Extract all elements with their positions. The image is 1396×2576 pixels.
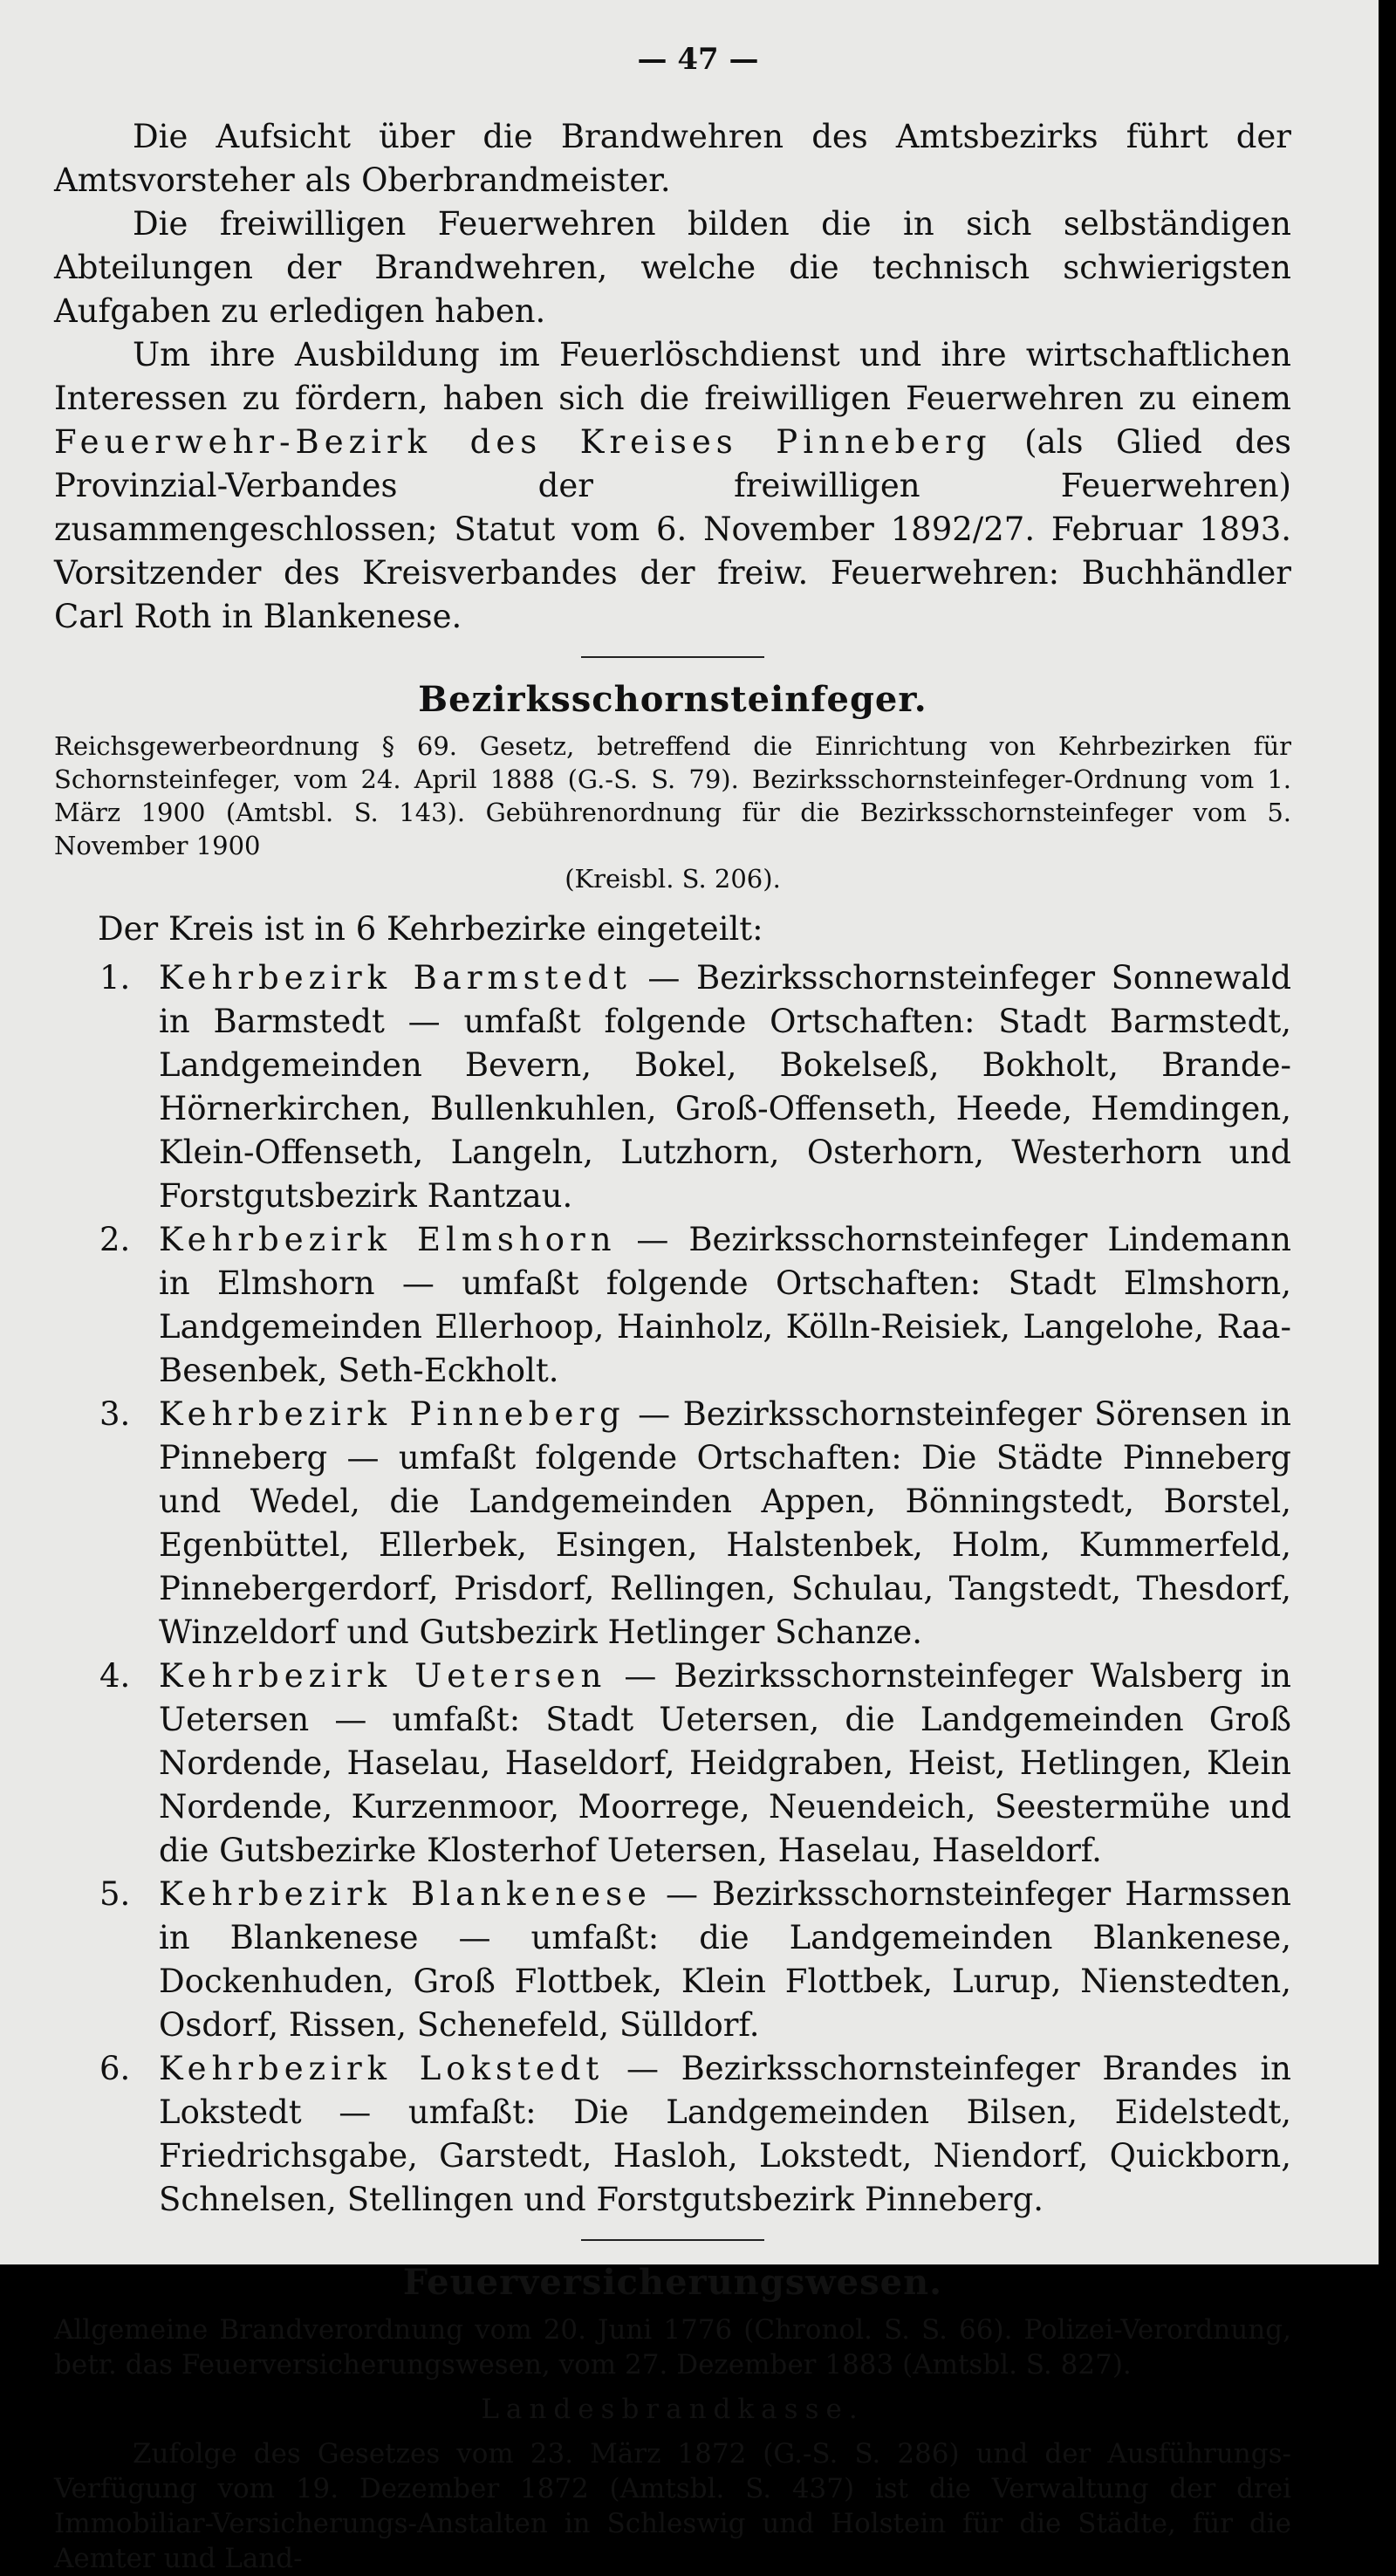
district-description: — Bezirksschornsteinfeger Walsberg in Uetersen — umfaßt: Stadt Uetersen, die Landgemeinden Groß Nordende, Haselau, Haseldorf, Heidgraben, Heist, Hetlingen, Klein Nordende, Kurzenmoor, Moorrege, Neuendeich, Seestermühe und die Gutsbezirke Klosterhof Uetersen, Haselau, Haseldorf.	[159, 1657, 1291, 1869]
section-divider	[581, 656, 764, 658]
intro-paragraph-3	[54, 333, 1291, 639]
district-name: Kehrbezirk Pinneberg	[159, 1395, 626, 1433]
district-number: 5.	[99, 1875, 131, 1913]
district-number: 2.	[99, 1221, 131, 1258]
feuerwehr-bezirk-name: Feuerwehr-Bezirk des Kreises Pinneberg	[54, 423, 992, 461]
landesbrandkasse-paragraph: Zufolge des Gesetzes vom 23. März 1872 (G.-S. S. 286) und der Ausführungs-Verfügung vom 19. Dezember 1872 (Amtsbl. S. 437) ist die Verwaltung der drei Immobiliar-Versicherungs-Anstalten in Schleswig und Holstein für die Städte, für die Aemter und Land-	[54, 2438, 1291, 2574]
district-item	[54, 1655, 1291, 1873]
intro-paragraph-3-end: (als Glied des Provinzial-Verbandes der freiwilligen Feuerwehren) zusammengeschlossen; Statut vom 6. November 1892/27. Februar 1893. Vorsitzender des Kreisverbandes der freiw. Feuerwehren: Buchhändler Carl Roth in Blankenese.	[54, 423, 1291, 635]
district-item	[54, 956, 1291, 1218]
legal-references-feuerversicherung: Allgemeine Brandverordnung vom 20. Juni 1776 (Chronol. S. S. 66). Polizei-Verordnung, betr. das Feuerversicherungswesen, vom 27. Dezember 1883 (Amtsbl. S. 827).	[54, 2314, 1291, 2381]
scan-edge	[1379, 0, 1387, 2264]
intro-paragraph-3-start: Um ihre Ausbildung im Feuerlöschdienst und ihre wirtschaftlichen Interessen zu fördern, haben sich die freiwilligen Feuerwehren zu einem	[54, 336, 1291, 417]
district-item	[54, 1393, 1291, 1655]
legal-references-last-line: (Kreisbl. S. 206).	[565, 864, 781, 894]
legal-references-schornsteinfeger	[54, 730, 1291, 895]
page-number: — 47 —	[637, 42, 759, 77]
district-item	[54, 2047, 1291, 2222]
intro-paragraph-1: Die Aufsicht über die Brandwehren des Amtsbezirks führt der Amtsvorsteher als Oberbrandmeister.	[54, 118, 1291, 199]
district-number: 6.	[99, 2050, 131, 2087]
district-item	[54, 1218, 1291, 1393]
district-description: — Bezirksschornsteinfeger Brandes in Lokstedt — umfaßt: Die Landgemeinden Bilsen, Eidelstedt, Friedrichsgabe, Garstedt, Hasloh, Lokstedt, Niendorf, Quickborn, Schnelsen, Stellingen und Forstgutsbezirk Pinneberg.	[159, 2050, 1291, 2218]
section-divider	[581, 2239, 764, 2241]
district-name: Kehrbezirk Uetersen	[159, 1657, 607, 1695]
district-number: 1.	[99, 959, 131, 997]
district-description: — Bezirksschornsteinfeger Sörensen in Pinneberg — umfaßt folgende Ortschaften: Die Städte Pinneberg und Wedel, die Landgemeinden Appen, Bönningstedt, Borstel, Egenbüttel, Ellerbek, Esingen, Halstenbek, Holm, Kummerfeld, Pinnebergerdorf, Prisdorf, Rellingen, Schulau, Tangstedt, Thesdorf, Winzeldorf und Gutsbezirk Hetlinger Schanze.	[159, 1395, 1291, 1651]
district-name: Kehrbezirk Lokstedt	[159, 2050, 605, 2087]
district-number: 3.	[99, 1395, 131, 1433]
district-number: 4.	[99, 1657, 131, 1695]
page-body	[54, 115, 1291, 2576]
district-name: Kehrbezirk Barmstedt	[159, 959, 632, 997]
districts-intro: Der Kreis ist in 6 Kehrbezirke eingeteilt:	[98, 910, 763, 948]
section-heading-feuerversicherung: Feuerversicherungswesen.	[402, 2262, 943, 2303]
district-description: — Bezirksschornsteinfeger Lindemann in Elmshorn — umfaßt folgende Ortschaften: Stadt Elmshorn, Landgemeinden Ellerhoop, Hainholz, Kölln-Reisiek, Langelohe, Raa-Besenbek, Seth-Eckholt.	[159, 1221, 1291, 1389]
district-name: Kehrbezirk Blankenese	[159, 1875, 652, 1913]
intro-paragraph-2: Die freiwilligen Feuerwehren bilden die in sich selbständigen Abteilungen der Brandwehren, welche die technisch schwierigsten Aufgaben zu erledigen haben.	[54, 205, 1291, 330]
subheading-landesbrandkasse: Landesbrandkasse.	[481, 2394, 865, 2425]
district-item	[54, 1873, 1291, 2047]
legal-references-text: Reichsgewerbeordnung § 69. Gesetz, betreffend die Einrichtung von Kehrbezirken für Schornsteinfeger, vom 24. April 1888 (G.-S. S. 79). Bezirksschornsteinfeger-Ordnung vom 1. März 1900 (Amtsbl. S. 143). Gebührenordnung für die Bezirksschornsteinfeger vom 5. November 1900	[54, 731, 1291, 860]
district-name: Kehrbezirk Elmshorn	[159, 1221, 617, 1258]
section-heading-schornsteinfeger: Bezirksschornsteinfeger.	[418, 679, 927, 720]
district-description: — Bezirksschornsteinfeger Sonnewald in Barmstedt — umfaßt folgende Ortschaften: Stadt Barmstedt, Landgemeinden Bevern, Bokel, Bokelseß, Bokholt, Brande-Hörnerkirchen, Bullenkuhlen, Groß-Offenseth, Heede, Hemdingen, Klein-Offenseth, Langeln, Lutzhorn, Osterhorn, Westerhorn und Forstgutsbezirk Rantzau.	[159, 959, 1291, 1215]
district-description: — Bezirksschornsteinfeger Harmssen in Blankenese — umfaßt: die Landgemeinden Blankenese, Dockenhuden, Groß Flottbek, Klein Flottbek, Lurup, Nienstedten, Osdorf, Rissen, Schenefeld, Sülldorf.	[159, 1875, 1291, 2044]
district-list	[54, 956, 1291, 2222]
